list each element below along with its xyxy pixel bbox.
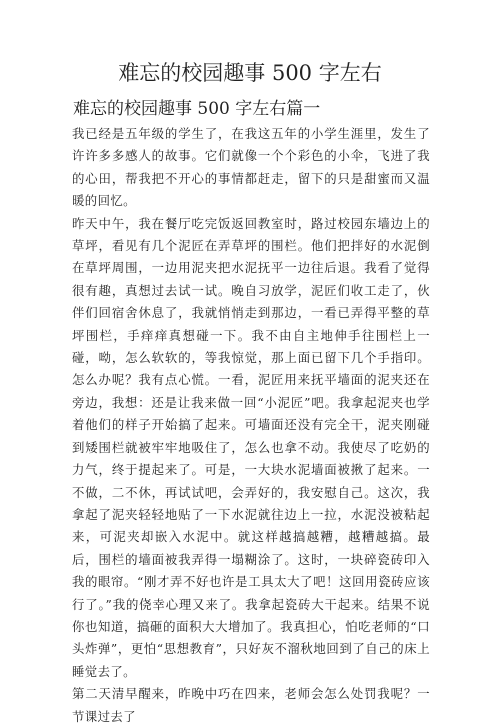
section-heading: 难忘的校园趣事 500 字左右篇一 xyxy=(73,99,321,119)
document-title: 难忘的校园趣事 500 字左右 xyxy=(118,61,382,85)
paragraph-story: 昨天中午，我在餐厅吃完饭返回教室时，路过校园东墙边上的草坪，看见有几个泥匠在弄草坪的围栏。他们把拌好的水泥倒在草坪周围，一边用泥夹把水泥抚平一边往后退。我看了觉得很有趣，真想过去试一试。晚自习放学，泥匠们收工走了，伙伴们回宿舍休息了，我就悄悄走到那边，一看已弄得平整的草坪围栏，手痒痒真想碰一下。我不由自主地伸手往围栏上一碰，呦，怎么软软的，等我惊觉，那上面已留下几个手指印。怎么办呢？我有点心慌。一看，泥匠用来抚平墙面的泥夹还在旁边，我想：还是让我来做一回“小泥匠”吧。我拿起泥夹也学着他们的样子开始搞了起来。可墙面还没有完全干，泥夹刚碰到矮围栏就被牢牢地吸住了，怎么也拿不动。我使尽了吃奶的力气，终于提起来了。可是，一大块水泥墙面被揪了起来。一不做，二不休，再试试吧，会弄好的，我安慰自己。这次，我拿起了泥夹轻轻地贴了一下水泥就往边上一拉，水泥没被粘起来，可泥夹却嵌入水泥中。就这样越搞越糟，越糟越搞。最后，围栏的墙面被我弄得一塌糊涂了。这时，一块碎瓷砖印入我的眼帘。“刚才弄不好也许是工具太大了吧！这回用瓷砖应该行了。”我的侥幸心理又来了。我拿起瓷砖大干起来。结果不说你也知道，搞砸的面积大大增加了。我真担心，怕吃老师的“口头炸弹”，更怕“思想教育”，只好灰不溜秋地回到了自己的床上睡觉去了。 xyxy=(72,215,430,679)
article-body xyxy=(72,123,430,728)
paragraph-intro: 我已经是五年级的学生了，在我这五年的小学生涯里，发生了许许多多感人的故事。它们就像一个个彩色的小伞，飞进了我的心田，帮我把不开心的事情都赶走，留下的只是甜蜜而又温暖的回忆。 xyxy=(72,126,430,209)
paragraph-next-morning: 第二天清早醒来，昨晚中巧在四来，老师会怎么处罚我呢？一节课过去了 xyxy=(72,686,430,724)
